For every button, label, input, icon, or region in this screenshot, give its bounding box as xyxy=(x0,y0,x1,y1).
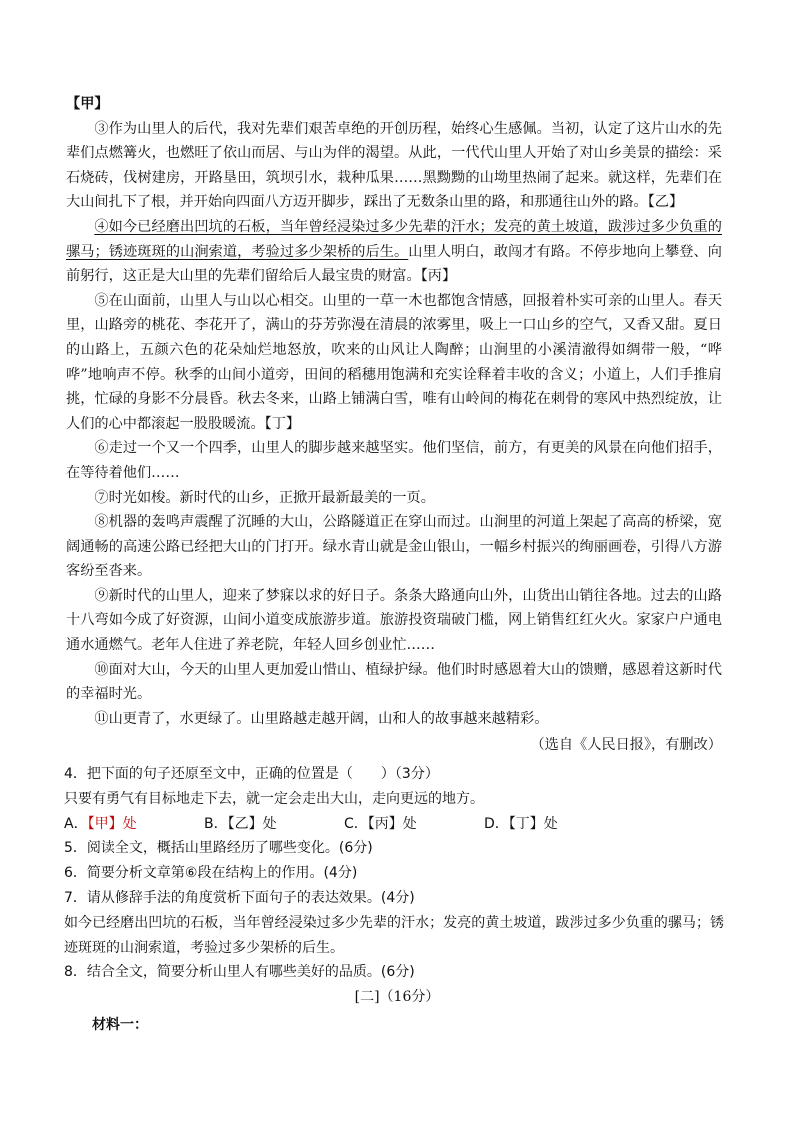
article-body xyxy=(66,92,722,758)
paragraph-8: ⑧机器的轰鸣声震醒了沉睡的大山，公路隧道正在穿山而过。山涧里的河道上架起了高高的桥梁，宽阔通畅的高速公路已经把大山的门打开。绿水青山就是金山银山，一幅乡村振兴的绚丽画卷，引得八方游客纷至沓来。 xyxy=(66,514,722,580)
question-4-options xyxy=(64,812,724,837)
question-7-sentence: 如今已经磨出凹坑的石板，当年曾经浸染过多少先辈的汗水；发亮的黄土坡道，跋涉过多少负重的骡马；锈迹斑斑的山涧索道，考验过多少架桥的后生。 xyxy=(64,914,724,956)
option-d[interactable]: D．【丁】处 xyxy=(484,815,558,832)
section-title: [二]（16分） xyxy=(354,989,440,1005)
article-marker: 【甲】 xyxy=(66,96,109,112)
paragraph-6: ⑥走过一个又一个四季，山里人的脚步越来越坚实。他们坚信，前方，有更美的风景在向他们招手，在等待着他们…… xyxy=(66,440,722,481)
paragraph-5: ⑤在山面前，山里人与山以心相交。山里的一草一木也都饱含情感，回报着朴实可亲的山里人。春天里，山路旁的桃花、李花开了，满山的芬芳弥漫在清晨的浓雾里，吸上一口山乡的空气，又香又甜。夏日的山路上，五颜六色的花朵灿烂地怒放，吹来的山风让人陶醉；山涧里的小溪清澈得如绸带一般，“哗哗”地响声不停。秋季的山间小道旁，田间的稻穗用饱满和充实诠释着丰收的含义；小道上，人们手推肩挑，忙碌的身影不分晨昏。秋去冬来，山路上铺满白雪，唯有山岭间的梅花在刺骨的寒风中热烈绽放，让人们的心中都滚起一股股暖流。【丁】 xyxy=(66,292,722,432)
paragraph-10: ⑩面对大山，今天的山里人更加爱山惜山、植绿护绿。他们时时感恩着大山的馈赠，感恩着这新时代的幸福时光。 xyxy=(66,661,722,703)
question-6: 6．简要分析文章第⑥段在结构上的作用。(4分) xyxy=(64,865,358,882)
paragraph-4 xyxy=(66,215,722,289)
paragraph-4-rest: 山里人明白，敢闯才有路。不停步地向上攀登、向前躬行，这正是大山里的先辈们留给后人最宝贵的财富。【丙】 xyxy=(66,243,722,285)
paragraph-9: ⑨新时代的山里人，迎来了梦寐以求的好日子。条条大路通向山外，山货出山销往各地。过去的山路十八弯如今成了好资源，山间小道变成旅游步道。旅游投资瑞破门槛，网上销售红红火火。家家户户通电通水通燃气。老年人住进了养老院，年轻人回乡创业忙…… xyxy=(66,587,722,654)
option-c[interactable]: C．【丙】处 xyxy=(344,815,417,832)
paragraph-7: ⑦时光如梭。新时代的山乡，正掀开最新最美的一页。 xyxy=(94,489,435,506)
question-4-sentence: 只要有勇气有目标地走下去，就一定会走出大山，走向更远的地方。 xyxy=(64,790,484,807)
paragraph-3: ③作为山里人的后代，我对先辈们艰苦卓绝的开创历程，始终心生感佩。当初，认定了这片山水的先辈们点燃篝火，也燃旺了依山而居、与山为伴的渴望。从此，一代代山里人开始了对山乡美景的描绘：采石烧砖，伐树建房，开路垦田，筑坝引水，栽种瓜果……黑黝黝的山坳里热闹了起来。就这样，先辈们在大山间扎下了根，并开始向四面八方迈开脚步，踩出了无数条山里的路，和那通往山外的路。【乙】 xyxy=(66,120,722,211)
question-7: 7．请从修辞手法的角度赏析下面句子的表达效果。(4分) xyxy=(64,889,415,906)
questions xyxy=(64,762,724,985)
question-8: 8．结合全文，简要分析山里人有哪些美好的品质。(6分) xyxy=(64,964,415,981)
article-source: （选自《人民日报》，有删改） xyxy=(530,737,722,754)
question-4: 4．把下面的句子还原至文中，正确的位置是（ ）（3分） xyxy=(64,766,439,782)
material-label: 材料一： xyxy=(92,1017,148,1033)
option-a[interactable]: A．【甲】处 xyxy=(64,815,137,832)
option-b[interactable]: B．【乙】处 xyxy=(204,815,277,832)
underlined-sentence: ④如今已经磨出凹坑的石板，当年曾经浸染过多少先辈的汗水；发亮的黄土坡道，跋涉过多少负重的骡马；锈迹斑斑的山涧索道，考验过多少架桥的后生。 xyxy=(66,218,722,260)
question-5: 5．阅读全文，概括山里路经历了哪些变化。(6分) xyxy=(64,840,373,857)
paragraph-11: ⑪山更青了，水更绿了。山里路越走越开阔，山和人的故事越来越精彩。 xyxy=(94,710,549,727)
